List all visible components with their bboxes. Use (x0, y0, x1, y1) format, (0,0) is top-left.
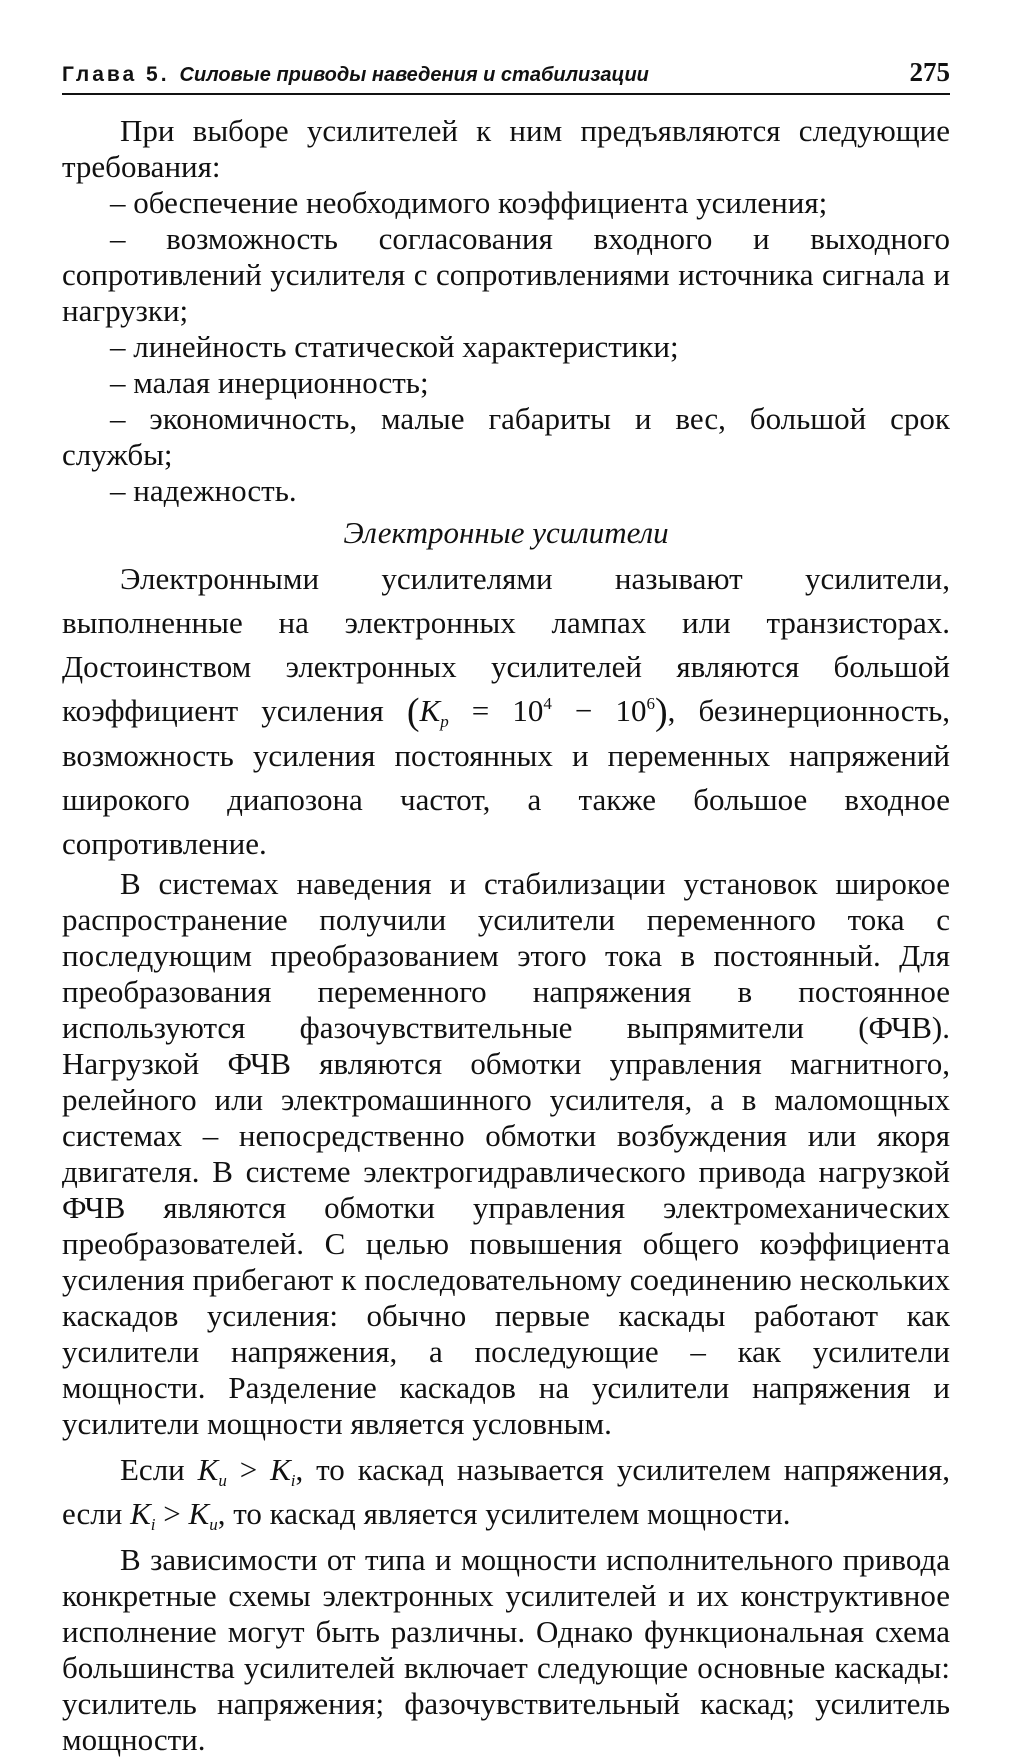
paragraph-electronic-amplifiers (62, 557, 950, 866)
requirement-item: – линейность статической характеристики; (110, 329, 679, 364)
chapter-label: Глава 5. (62, 63, 170, 86)
cond2-var2: K (188, 1496, 210, 1531)
section-title: Электронные усилители (343, 515, 669, 550)
cond2-sub: i (150, 1515, 156, 1534)
page-number: 275 (909, 57, 950, 87)
cond2-sub2: u (209, 1515, 218, 1534)
cond-then2: , то каскад является усилителем мощности. (217, 1496, 791, 1531)
running-header (62, 48, 950, 95)
formula-exp1: 4 (543, 694, 552, 713)
formula-var: K (419, 693, 441, 728)
requirement-item: – надежность. (110, 473, 297, 508)
cond-then1: , то каскад называется усилителем напряжения, (295, 1452, 951, 1487)
cond2-var: K (130, 1496, 151, 1531)
paragraph-ac-amplifiers: В системах наведения и стабилизации установок широкое распространение получили усилители переменного тока с последующим преобразованием этого тока в постоянный. Для преобразования переменного напряжения в постоянное используются фазочувствительные выпрямители (ФЧВ). Нагрузкой ФЧВ являются обмотки управления магнитного, релейного или электромашинного усилителя, а в маломощных системах – непосредственно обмотки возбуждения или якоря двигателя. В системе электрогидравлического привода нагрузкой ФЧВ являются обмотки управления электромеханических преобразователей. С целью повышения общего коэффициента усиления прибегают к последовательному соединению нескольких каскадов усиления: обычно первые каскады работают как усилители напряжения, а последующие – как усилители мощности. Разделение каскадов на усилители напряжения и усилители мощности является условным. (62, 866, 950, 1441)
intro-paragraph: При выборе усилителей к ним предъявляются следующие требования: (62, 113, 950, 184)
cond1-sub: u (218, 1471, 227, 1490)
page-body (62, 113, 950, 1758)
header-left (62, 61, 649, 88)
para1-text-after: , безинерционность, возможность усиления постоянных и переменных напряжений широкого диапозона частот, а также большое входное сопротивление. (62, 693, 951, 861)
formula-exp2: 6 (646, 694, 655, 713)
condition-formula-2 (130, 1496, 218, 1534)
cond1-var2: K (270, 1452, 291, 1487)
book-page (62, 48, 950, 1758)
formula-dash: − 10 (551, 693, 647, 728)
chapter-title: Силовые приводы наведения и стабилизации (179, 64, 649, 86)
requirement-item: – малая инерционность; (110, 365, 429, 400)
cond1-op: > (226, 1452, 271, 1487)
requirement-item: – экономичность, малые габариты и вес, большой срок службы; (62, 401, 950, 472)
paragraph-functional-scheme: В зависимости от типа и мощности исполнительного привода конкретные схемы электронных усилителей и их конструктивное исполнение могут быть различны. Однако функциональная схема большинства усилителей включает следующие основные каскады: усилитель напряжения; фазочувствительный каскад; усилитель мощности. (62, 1542, 950, 1757)
gain-formula: $(K_p = 10^4 - 10^6)$ (406, 691, 668, 733)
requirement-item: – обеспечение необходимого коэффициента усиления; (110, 185, 828, 220)
cond-if1: Если (120, 1452, 185, 1487)
cond-if2: если (62, 1496, 123, 1531)
requirement-item: – возможность согласования входного и выходного сопротивлений усилителя с сопротивлениями источника сигнала и нагрузки; (62, 221, 950, 328)
para1-text-before: Электронными усилителями называют усилители, выполненные на электронных лампах или транзисторах. Достоинством электронных усилителей являются большой коэффициент усиления (62, 561, 950, 728)
cond2-op: > (155, 1496, 189, 1531)
formula-eq: = 10 (448, 693, 544, 728)
formula-sub: p (440, 712, 449, 731)
paragraph-gain-condition (62, 1448, 950, 1536)
condition-formula-1 (197, 1452, 296, 1490)
cond1-var: K (197, 1452, 219, 1487)
cond1-sub2: i (290, 1471, 296, 1490)
